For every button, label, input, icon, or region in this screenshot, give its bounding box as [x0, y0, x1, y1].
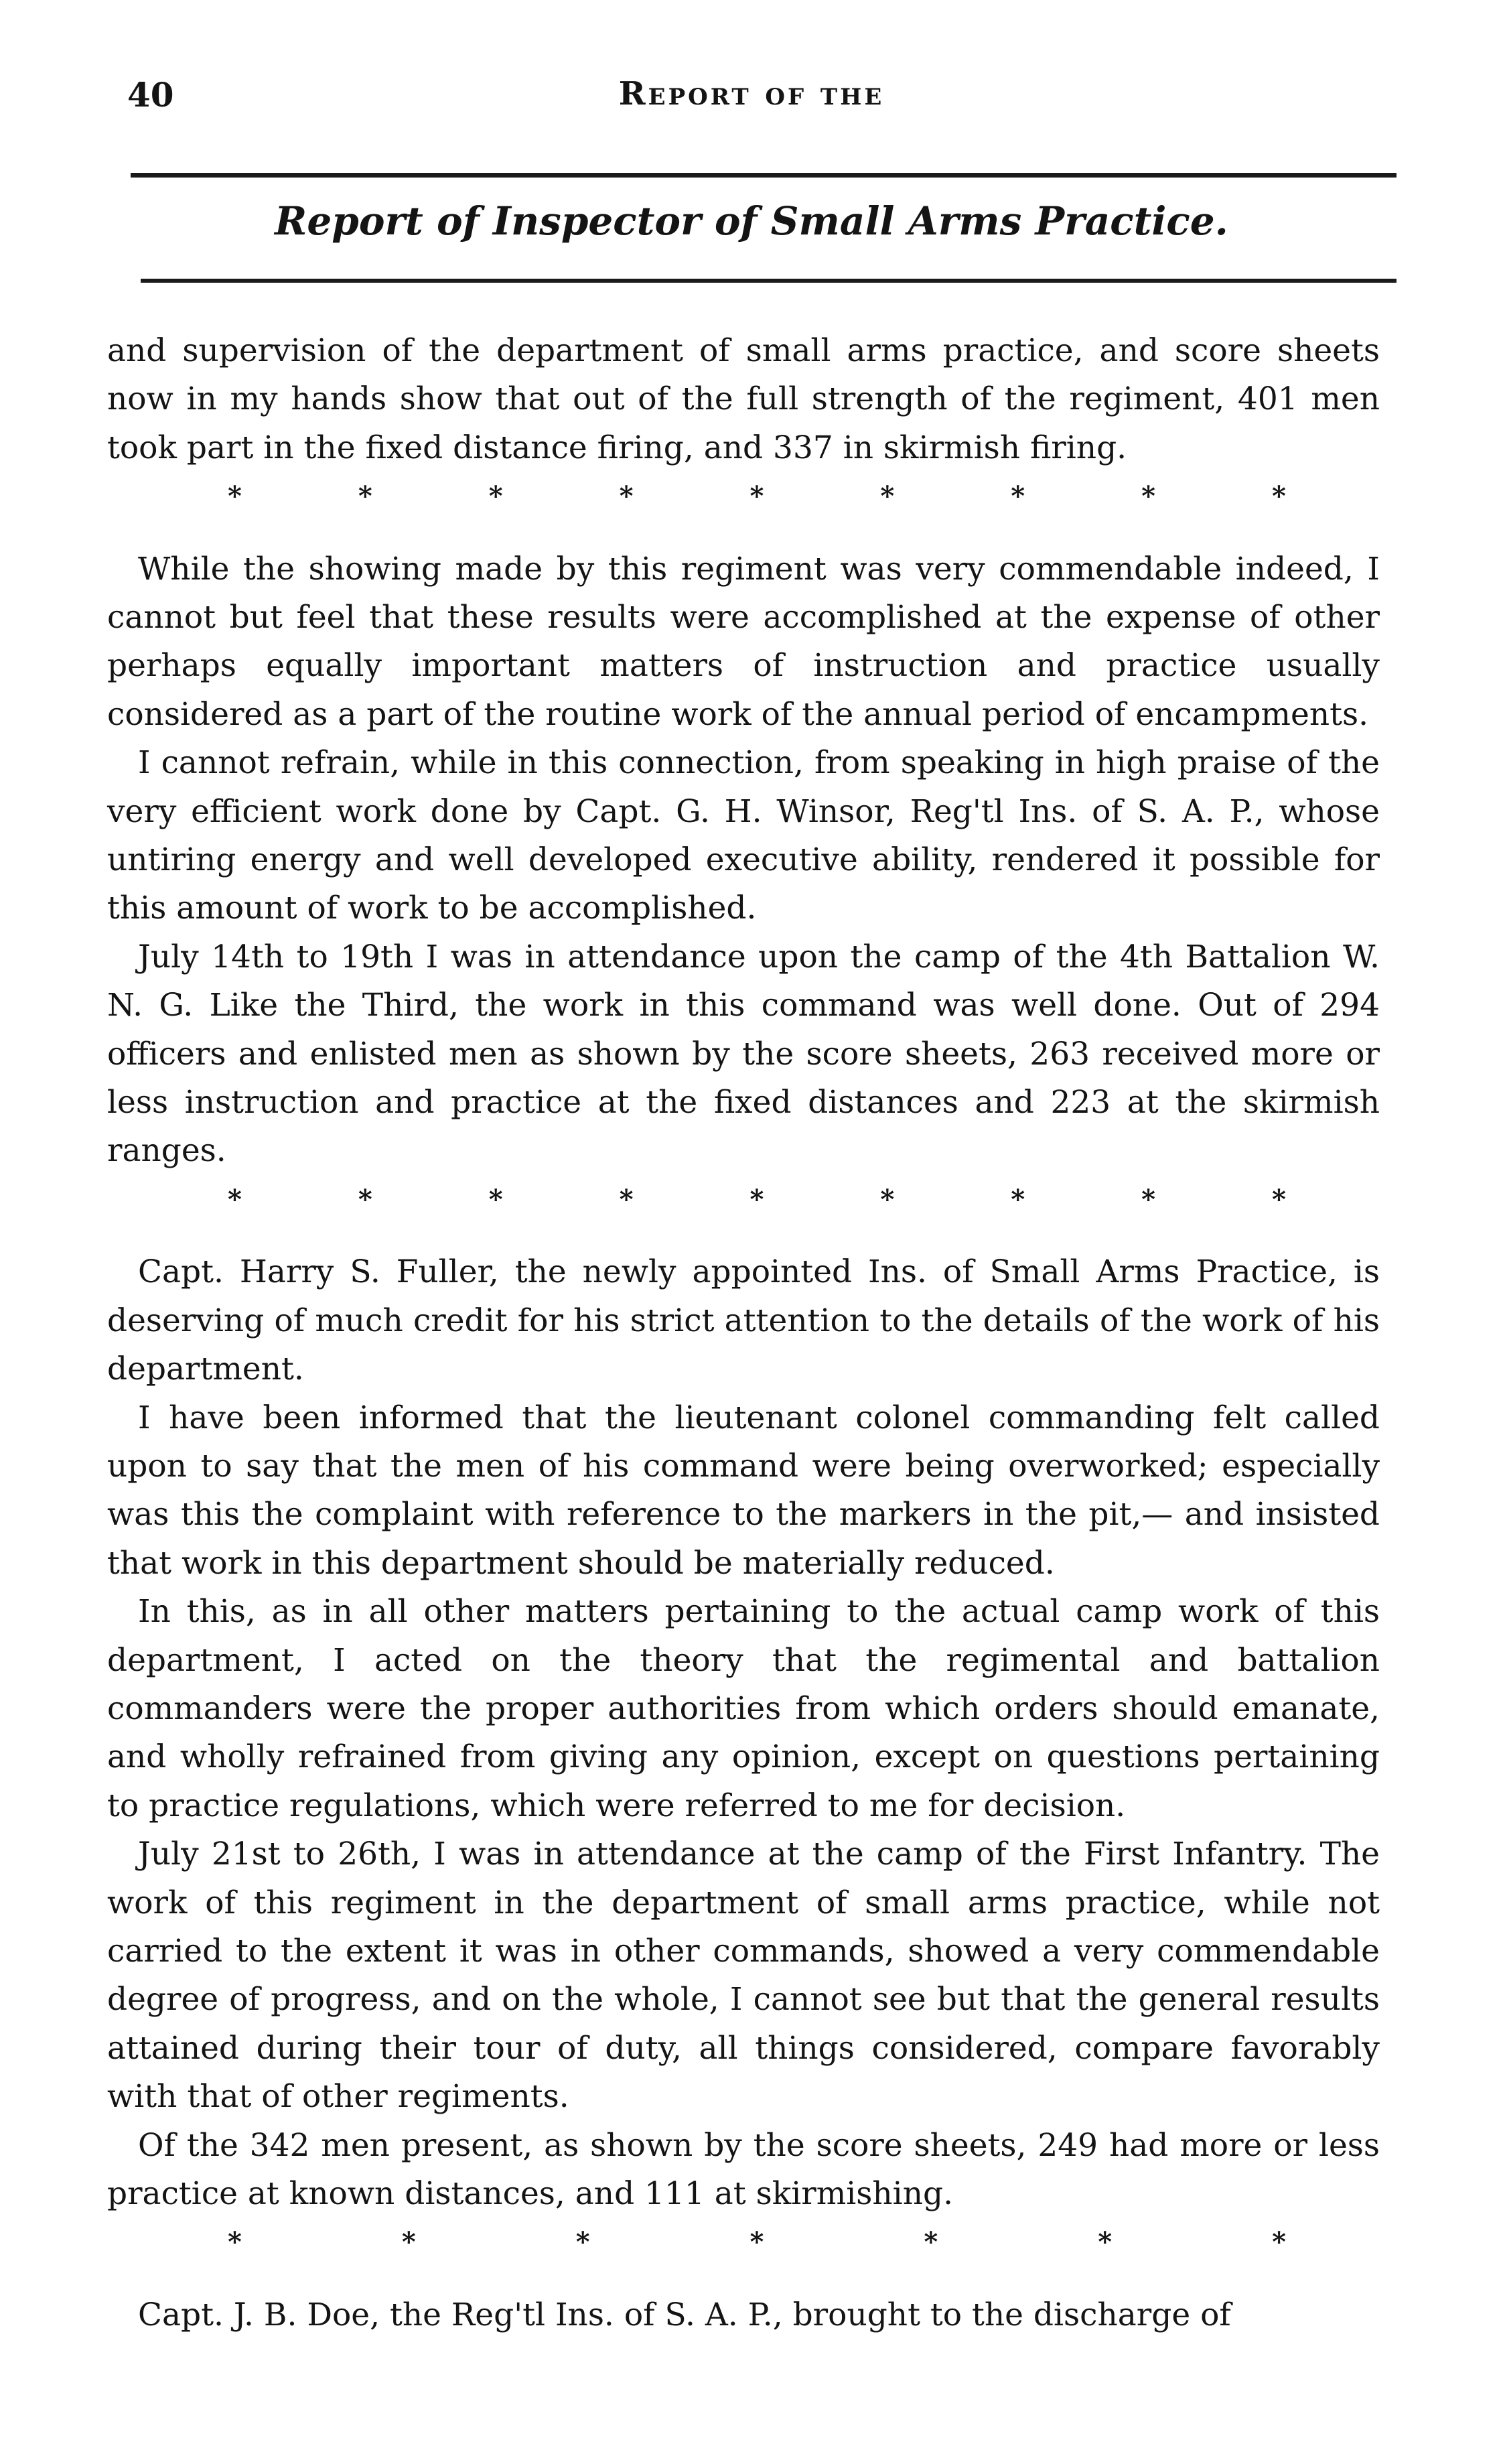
star: *	[619, 480, 634, 512]
running-head: Report of the	[618, 75, 885, 113]
page-number: 40	[127, 75, 174, 115]
section-break-stars	[107, 2218, 1380, 2266]
paragraph-4: July 14th to 19th I was in attendance upon the camp of the 4th Battalion W. N. G. Like the Third, the work in this command was well done. Out of 294 officers and enlisted men as shown by the score sheets, 263 received more or less instruction and practice at the fixed distances and 223 at the skirmish ranges.	[107, 938, 1380, 1170]
star: *	[488, 1183, 503, 1215]
star: *	[749, 480, 764, 512]
section-break-stars	[107, 1176, 1380, 1224]
header-rule-top	[131, 173, 1397, 178]
star: *	[228, 480, 242, 512]
star: *	[1272, 1183, 1286, 1215]
star: *	[488, 480, 503, 512]
paragraph-5: Capt. Harry S. Fuller, the newly appointed Ins. of Small Arms Practice, is deserving of much credit for his strict attention to the details of the work of his department.	[107, 1253, 1380, 1388]
paragraph-10: Capt. J. B. Doe, the Reg'tl Ins. of S. A. P., brought to the discharge of	[138, 2296, 1231, 2333]
star: *	[1141, 480, 1156, 512]
star: *	[880, 480, 895, 512]
star: *	[228, 1183, 242, 1215]
paragraph-9: Of the 342 men present, as shown by the score sheets, 249 had more or less practice at known distances, and 111 at skirmishing.	[107, 2126, 1380, 2212]
star: *	[358, 480, 372, 512]
body-text	[107, 327, 1380, 2339]
paragraph-6: I have been informed that the lieutenant colonel commanding felt called upon to say that the men of his command were being overworked; especially was this the complaint with reference to the markers in the pit,— and insisted that work in this department should be materially reduced.	[107, 1399, 1380, 1582]
star: *	[1141, 1183, 1156, 1215]
header-rule-bottom	[141, 279, 1397, 283]
star: *	[1272, 2226, 1286, 2258]
paragraph-2: While the showing made by this regiment was very commendable indeed, I cannot but feel that these results were accomplished at the expense of other perhaps equally important matters of instruction and practice usually considered as a part of the routine work of the annual period of encampments.	[107, 550, 1380, 733]
star: *	[1272, 480, 1286, 512]
paragraph-3: I cannot refrain, while in this connection, from speaking in high praise of the very efficient work done by Capt. G. H. Winsor, Reg'tl Ins. of S. A. P., whose untiring energy and well developed executive ability, rendered it possible for this amount of work to be accomplished.	[107, 744, 1380, 927]
star: *	[749, 1183, 764, 1215]
star: *	[1011, 1183, 1025, 1215]
star: *	[749, 2226, 764, 2258]
paragraph-7: In this, as in all other matters pertaining to the actual camp work of this department, I acted on the theory that the regimental and battalion commanders were the proper authorities from which orders should emanate, and wholly refrained from giving any opinion, except on questions pertaining to practice regulations, which were referred to me for decision.	[107, 1593, 1380, 1824]
star: *	[880, 1183, 895, 1215]
paragraph-1: and supervision of the department of small arms practice, and score sheets now in my hands show that out of the full strength of the regiment, 401 men took part in the fixed distance firing, and 337 in skirmish firing.	[107, 332, 1380, 466]
star: *	[575, 2226, 590, 2258]
paragraph-8: July 21st to 26th, I was in attendance at the camp of the First Infantry. The work of this regiment in the department of small arms practice, while not carried to the extent it was in other commands, showed a very commendable degree of progress, and on the whole, I cannot see but that the general results attained during their tour of duty, all things considered, compare favorably with that of other regiments.	[107, 1836, 1380, 2116]
star: *	[228, 2226, 242, 2258]
section-break-stars	[107, 472, 1380, 521]
star: *	[1098, 2226, 1113, 2258]
star: *	[619, 1183, 634, 1215]
section-title: Report of Inspector of Small Arms Practice.	[275, 198, 1228, 244]
star: *	[358, 1183, 372, 1215]
star: *	[401, 2226, 416, 2258]
star: *	[1011, 480, 1025, 512]
star: *	[924, 2226, 938, 2258]
